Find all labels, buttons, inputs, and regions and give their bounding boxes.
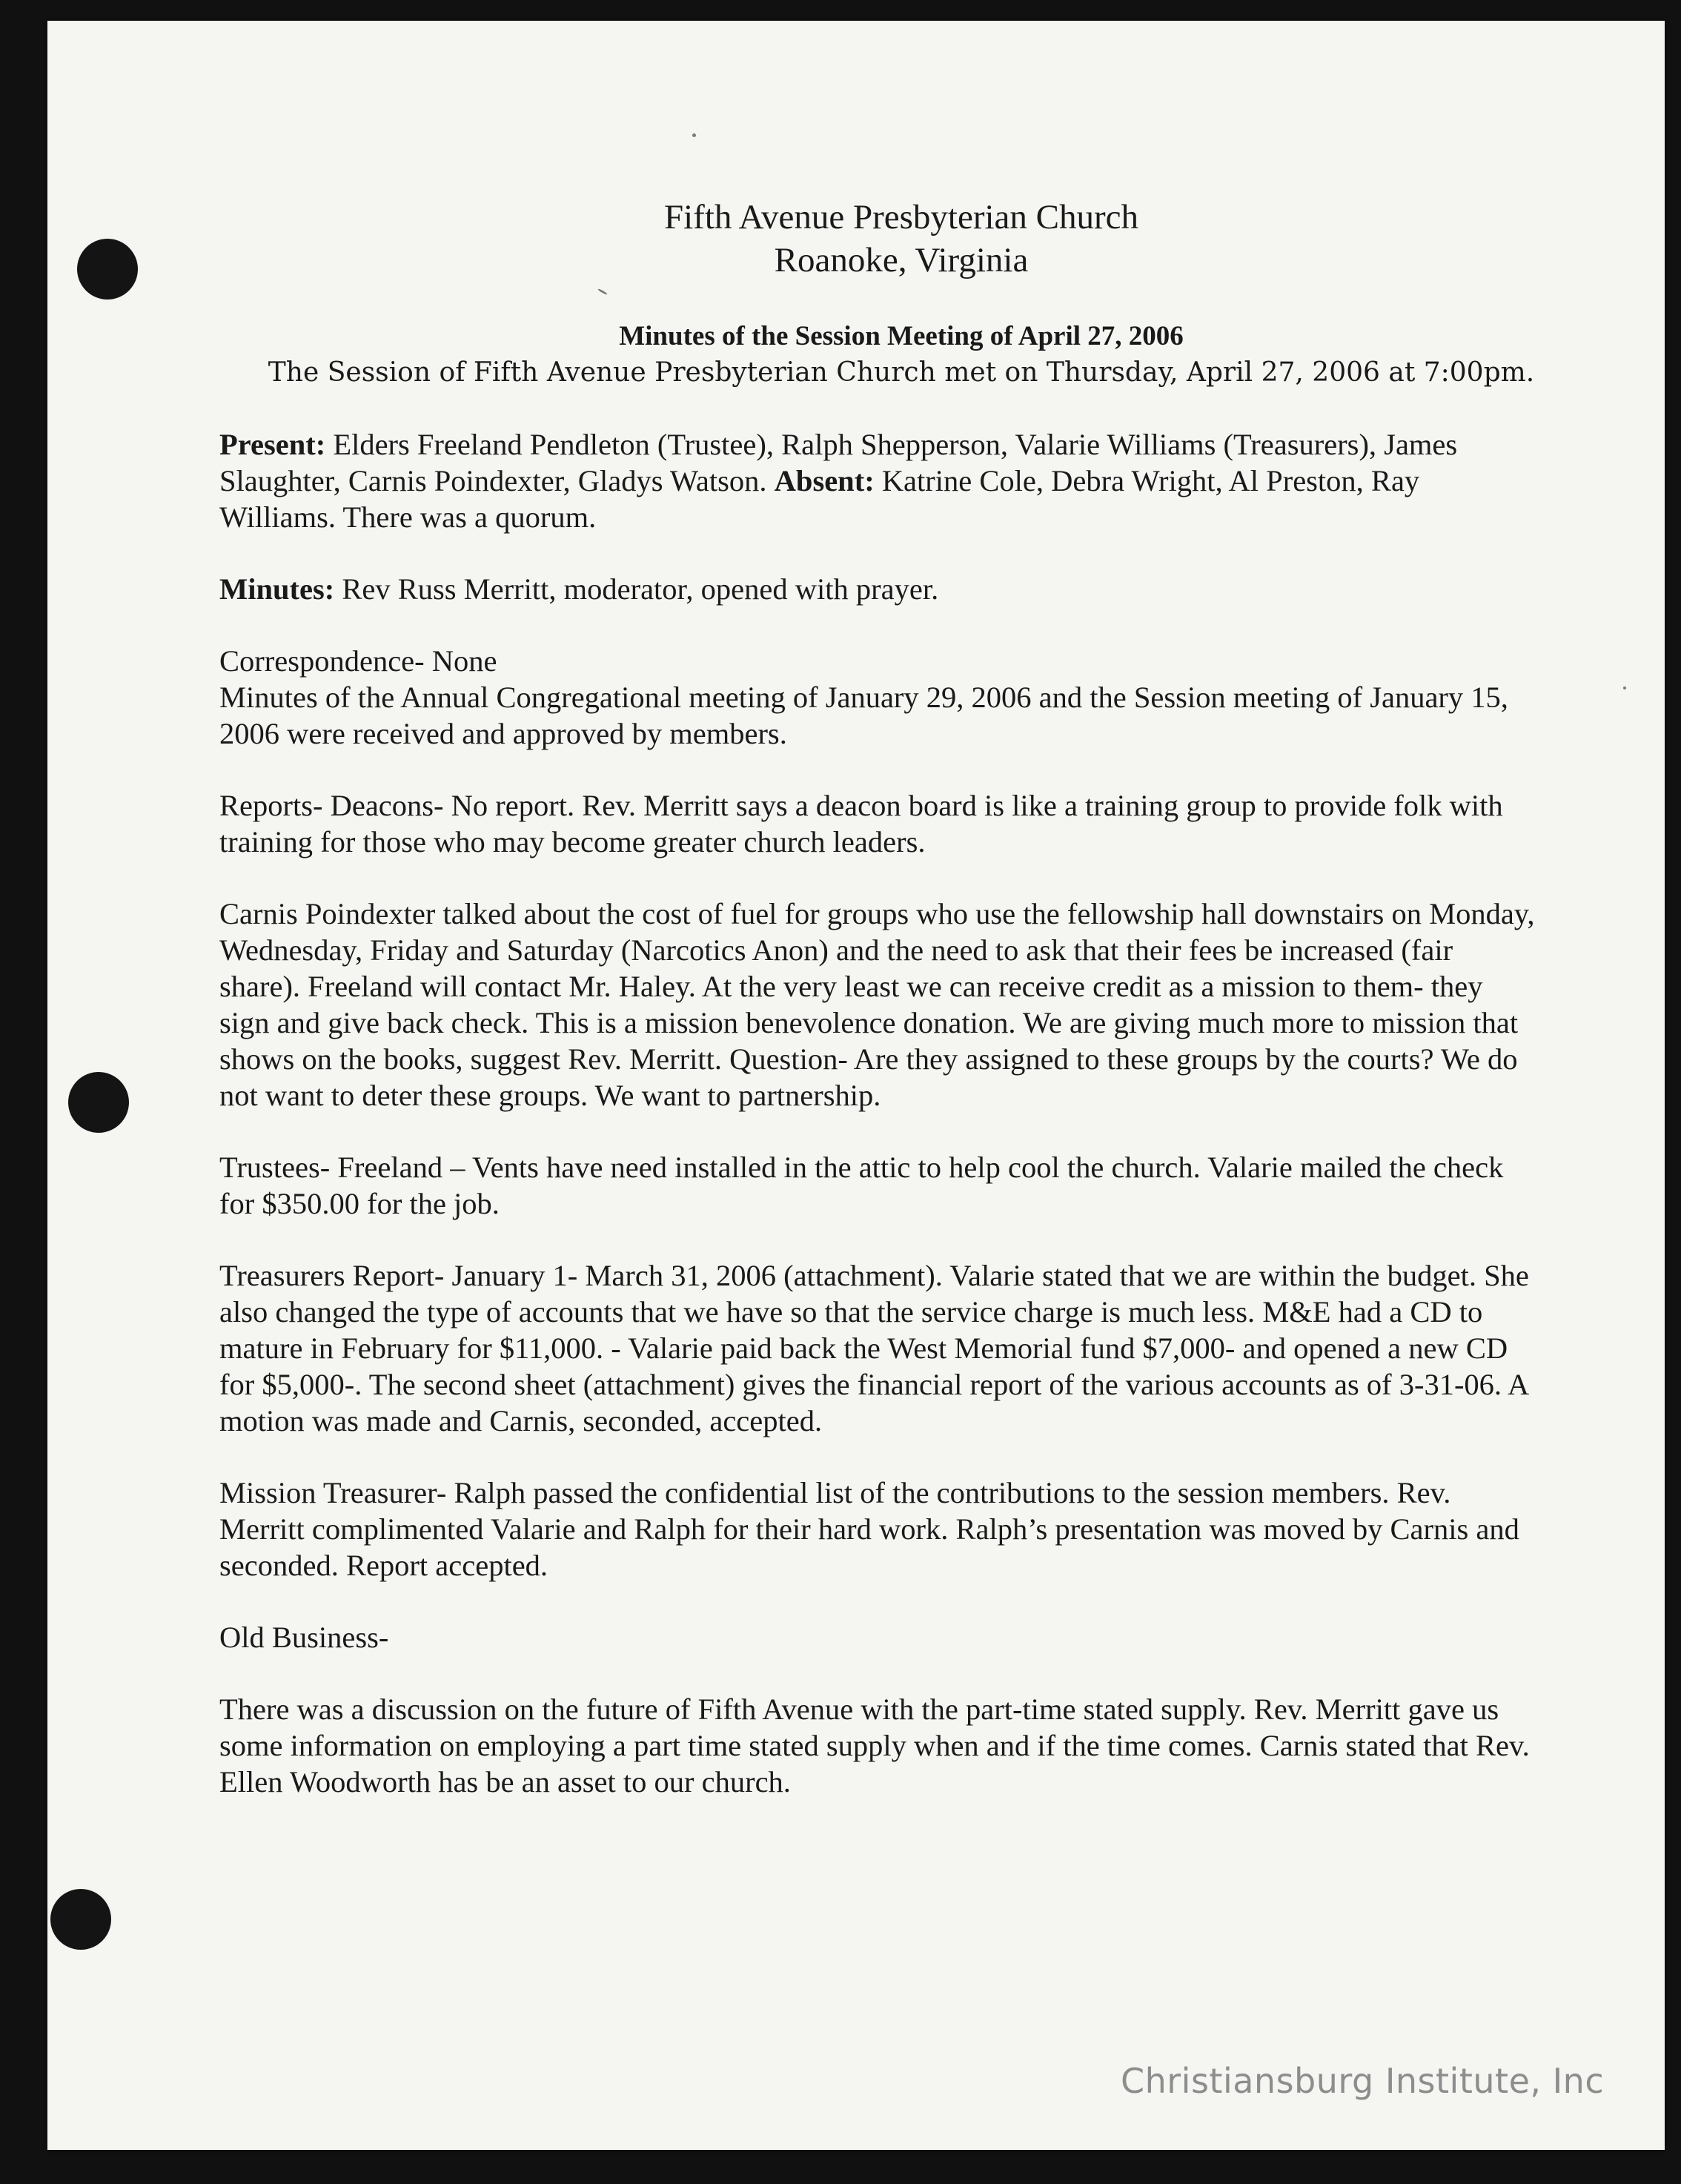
minutes-text: Rev Russ Merritt, moderator, opened with prayer. [342,572,939,606]
correspondence-line: Correspondence- None [219,644,497,678]
prior-minutes-line: Minutes of the Annual Congregational meeting of January 29, 2006 and the Session meeting of January 15, 2006 were received and approved by members. [219,681,1508,750]
minutes-paragraph [219,571,1539,607]
minutes-content [219,196,1539,1800]
letterhead [249,196,1554,282]
document-page [47,21,1665,2150]
church-location: Roanoke, Virginia [774,241,1029,279]
paper-speck [1623,686,1626,689]
church-name: Fifth Avenue Presbyterian Church [663,198,1139,236]
fuel-cost-paragraph: Carnis Poindexter talked about the cost of fuel for groups who use the fellowship hall downstairs on Monday, Wednesday, Friday and Saturday (Narcotics Anon) and the need to ask that their fees be increased (fair share). Freeland will contact Mr. Haley. At the very least we can receive credit as a mission to them- they sign and give back check. This is a mission benevolence donation. We are giving much more to mission that shows on the books, suggest Rev. Merritt. Question- Are they assigned to these groups by the courts? We do not want to deter these groups. We want to partnership. [219,897,1535,1112]
treasurers-report-paragraph: Treasurers Report- January 1- March 31, 2006 (attachment). Valarie stated that we are within the budget. She also changed the type of accounts that we have so that the service charge is much less. M&E had a CD to mature in February for $11,000. - Valarie paid back the West Memorial fund $7,000- and opened a new CD for $5,000-. The second sheet (attachment) gives the financial report of the various accounts as of 3-31-06. A motion was made and Carnis, seconded, accepted. [219,1259,1529,1437]
present-names: Elders Freeland Pendleton (Trustee), Ralph Shepperson, Valarie Williams (Treasurers), James Slaughter, Carnis Poindexter, Gladys Watson. [219,428,1458,497]
punch-hole [68,1072,129,1133]
present-label: Present: [219,428,326,461]
punch-hole [50,1889,111,1950]
attendance-paragraph [219,426,1539,535]
correspondence-section [219,643,1539,752]
paper-speck [692,133,696,137]
archive-watermark: Christiansburg Institute, Inc [1121,2061,1605,2101]
punch-hole [77,239,138,300]
intro-line: The Session of Fifth Avenue Presbyterian Church met on Thursday, April 27, 2006 at 7:00pm. [268,357,1535,388]
mission-treasurer-paragraph: Mission Treasurer- Ralph passed the confidential list of the contributions to the session members. Rev. Merritt complimented Valarie and Ralph for their hard work. Ralph’s presentation was moved by Carnis and seconded. Report accepted. [219,1476,1519,1582]
reports-paragraph: Reports- Deacons- No report. Rev. Merritt says a deacon board is like a training group to provide folk with training for those who may become greater church leaders. [219,789,1503,858]
old-business-heading: Old Business- [219,1621,389,1654]
absent-names: Katrine Cole, Debra Wright, Al Preston, Ray Williams. There was a quorum. [219,464,1420,534]
absent-label: Absent: [774,464,875,497]
discussion-paragraph: There was a discussion on the future of Fifth Avenue with the part-time stated supply. Rev. Merritt gave us some information on employing a part time stated supply when and if the time comes. Carnis stated that Rev. Ellen Woodworth has be an asset to our church. [219,1692,1530,1799]
document-title: Minutes of the Session Meeting of April 27, 2006 [619,321,1184,351]
minutes-label: Minutes: [219,572,335,606]
trustees-paragraph: Trustees- Freeland – Vents have need installed in the attic to help cool the church. Valarie mailed the check for $350.00 for the job. [219,1151,1504,1220]
